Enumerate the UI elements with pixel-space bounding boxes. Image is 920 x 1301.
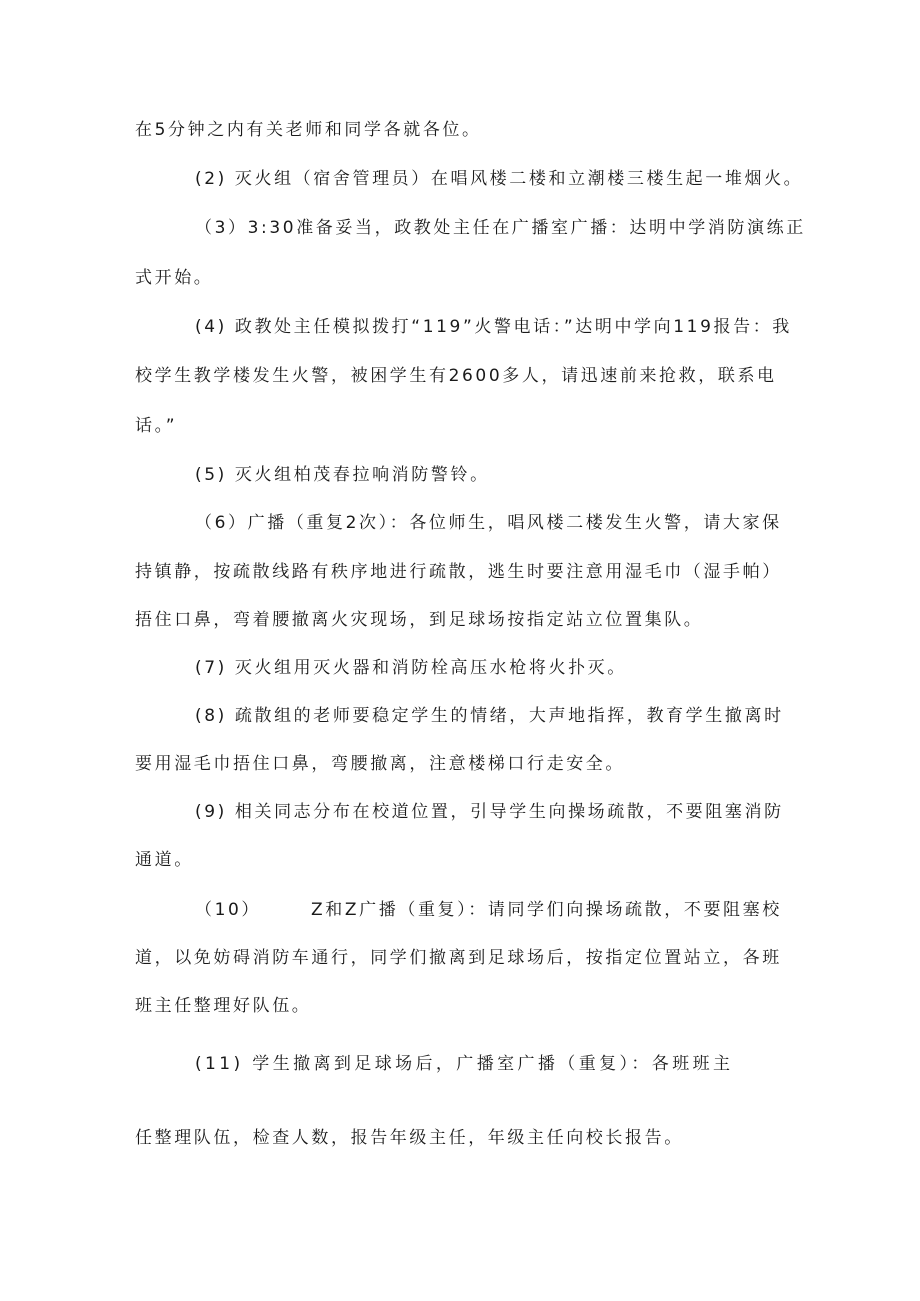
item-3-line-2: 式开始。	[135, 268, 214, 288]
item-9-line-2: 通道。	[135, 850, 194, 870]
item-3-line-1: （3）3:30准备妥当，政教处主任在广播室广播：达明中学消防演练正	[195, 218, 806, 238]
item-4-line-3: 话。”	[135, 416, 178, 436]
item-11-line-2: 任整理队伍，检查人数，报告年级主任，年级主任向校长报告。	[135, 1128, 684, 1148]
item-10-text: Z和Z广播（重复）：请同学们向操场疏散，不要阻塞校	[311, 900, 782, 920]
item-9-line-1: (9) 相关同志分布在校道位置，引导学生向操场疏散，不要阻塞消防	[195, 802, 784, 822]
item-10-line-1	[195, 898, 782, 922]
item-10-line-2: 道，以免妨碍消防车通行，同学们撤离到足球场后，按指定位置站立，各班	[135, 948, 782, 968]
item-10-number: （10）	[195, 900, 262, 920]
item-11-line-1: (11) 学生撤离到足球场后，广播室广播（重复）：各班班主	[195, 1054, 734, 1074]
item-7-line: (7) 灭火组用灭火器和消防栓高压水枪将火扑灭。	[195, 658, 627, 678]
item-5-line: (5) 灭火组柏茂春拉响消防警铃。	[195, 465, 490, 485]
item-2-line: (2) 灭火组（宿舍管理员）在唱风楼二楼和立潮楼三楼生起一堆烟火。	[195, 169, 804, 189]
line-1: 在5分钟之内有关老师和同学各就各位。	[135, 120, 482, 140]
item-8-line-1: (8) 疏散组的老师要稳定学生的情绪，大声地指挥，教育学生撤离时	[195, 706, 784, 726]
item-6-line-1: （6）广播（重复2次）：各位师生，唱风楼二楼发生火警，请大家保	[195, 513, 782, 533]
item-4-line-2: 校学生教学楼发生火警，被困学生有2600多人，请迅速前来抢救，联系电	[135, 366, 777, 386]
item-4-line-1: (4) 政教处主任模拟拨打“119”火警电话：”达明中学向119报告：我	[195, 317, 792, 337]
item-6-line-3: 捂住口鼻，弯着腰撤离火灾现场，到足球场按指定站立位置集队。	[135, 610, 704, 630]
item-6-line-2: 持镇静，按疏散线路有秩序地进行疏散，逃生时要注意用湿毛巾（湿手帕）	[135, 562, 782, 582]
item-10-line-3: 班主任整理好队伍。	[135, 996, 312, 1016]
item-8-line-2: 要用湿毛巾捂住口鼻，弯腰撤离，注意楼梯口行走安全。	[135, 754, 625, 774]
